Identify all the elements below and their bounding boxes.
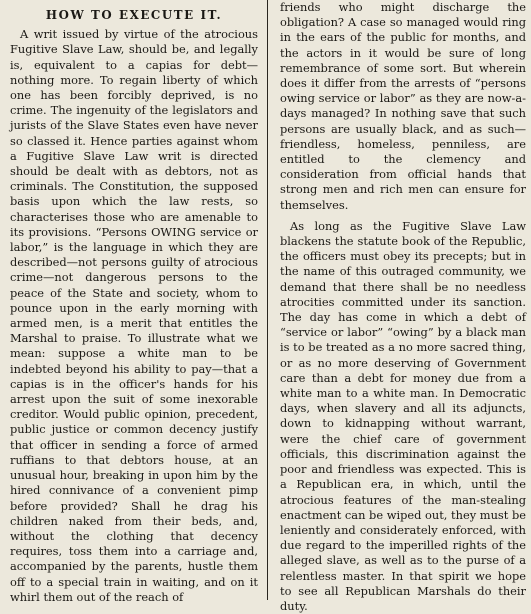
article-headline: HOW TO EXECUTE IT. xyxy=(45,8,223,22)
column-divider xyxy=(267,0,268,600)
article-paragraph-2: As long as the Fugitive Slave Law blackens the statute book of the Republic, the officers must obey its precepts; but in the name of this outraged community, we demand that there shall be no needless atrocities committed under its sanction. The day has come in which a debt of “service or labor” “owing” by a black man is to be treated as a no more sacred thing, or as no more deserving of Government care than a debt for money due from a white man to a white man. In Democratic days, when slavery and all its adjuncts, down to kidnapping without warrant, were the chief care of government officials, this discrimination against the poor and friendless was expected. This is a Republican era, in which, until the atrocious features of the man-stealing enactment can be wiped out, they must be leniently and considerately enforced, with due regard to the imperilled rights of the alleged slave, as well as to the purse of a relentless master. In that spirit we hope to see all Republican Marshals do their duty. xyxy=(280,218,526,613)
article-paragraph-1: A writ issued by virtue of the atrocious Fugitive Slave Law, should be, and legally is, equivalent to a capias for debt—nothing more. To regain liberty of which one has been forcibly deprived, is no crime. The ingenuity of the legislators and jurists of the Slave States even have never so classed it. Hence parties against whom a Fugitive Slave Law writ is directed should be dealt with as debtors, not as criminals. The Constitution, the supposed basis upon which the law rests, so characterises those who are amenable to its provisions. “Persons OWING service or labor,” is the language in which they are described—not persons guilty of atrocious crime—not dangerous persons to the peace of the State and society, whom to pounce upon in the early morning with armed men, is a merit that entitles the Marshal to praise. To illustrate what we mean: suppose a white man to be indebted beyond his ability to pay—that a capias is in the officer's hands for his arrest upon the suit of some inexorable creditor. Would public opinion, precedent, public justice or common decency justify that officer in sending a force of armed ruffians to that debtors house, at an unusual hour, breaking in upon him by the hired connivance of a convenient pimp before provided? Shall he drag his children naked from their beds, and, without the clothing that decency requires, toss them into a carriage and, accompanied by the parents, hustle them off to a special train in waiting, and on it whirl them out of the reach of xyxy=(10,27,258,604)
left-column xyxy=(10,0,258,604)
article-paragraph-1-continued: friends who might discharge the obligation? A case so managed would ring in the ears of the public for months, and the actors in it would be sure of long remembrance of some sort. But wherein does it differ from the arrests of “persons owing service or labor” as they are now-a-days managed? In nothing save that such persons are usually black, and as such—friendless, homeless, penniless, are entitled to the clemency and consideration from official hands that strong men and rich men can ensure for themselves. xyxy=(280,0,526,212)
right-column xyxy=(280,0,526,613)
